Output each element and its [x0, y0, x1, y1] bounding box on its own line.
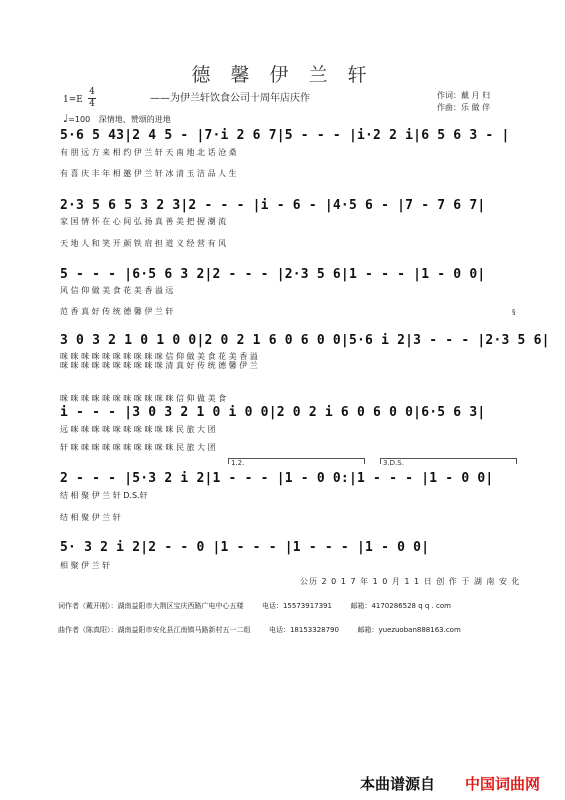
lyric-row-6-verse-1: 结 相 聚 伊 兰 轩 D.S.轩	[60, 491, 148, 500]
lyric-row-3-verse-1: 风 信 仰 做 美 食 花 美 香 溢 远	[60, 286, 174, 295]
notation-row-7: 5· 3 2 i 2|2 - - 0 |1 - - - |1 - - - |1 - 0 0|	[60, 540, 430, 555]
lyricist-contact	[58, 601, 451, 611]
contact-address: 湖南益阳市大荆区宝庆西路广电中心五楼	[117, 602, 244, 610]
lyric-row-6-verse-2: 结 相 聚 伊 兰 轩	[60, 513, 121, 522]
contact-address: 湖南益阳市安化县江南镇马路新村五一二组	[117, 626, 251, 634]
notation-row-3: 5 - - - |6·5 6 3 2|2 - - - |2·3 5 6|1 - - - |1 - 0 0|	[60, 267, 486, 282]
source-site-logo[interactable]: 中国词曲网	[465, 775, 541, 793]
contact-mail: 4170286528 q q . com	[371, 602, 451, 610]
lyric-row-4-verse-2: 咪 咪 咪 咪 咪 咪 咪 咪 咪 咪 清 真 好 传 统 德 馨 伊 兰	[60, 361, 258, 370]
contact-phone: 15573917391	[282, 602, 332, 610]
source-label: 本曲谱源自	[360, 775, 436, 793]
notation-row-2: 2·3 5 6 5 3 2 3|2 - - - |i - 6 - |4·5 6 - |7 - 7 6 7|	[60, 198, 486, 213]
composer-contact	[58, 625, 461, 635]
lyric-row-2-verse-1: 家 国 情 怀 在 心 间 弘 扬 真 善 美 把 握 潮 流	[60, 217, 227, 226]
contact-mail-label: 邮箱：	[350, 602, 372, 610]
contact-role: 词作者（戴开刚）：	[58, 602, 118, 610]
lyric-row-5-verse-1: 远 咪 咪 咪 咪 咪 咪 咪 咪 咪 咪 民 旅 大 团	[60, 425, 216, 434]
tempo-expression: 深情地、赞颂的进地	[98, 115, 171, 124]
key-signature: 1=E	[63, 95, 83, 105]
quarter-note-icon: ♩	[63, 112, 69, 125]
tempo-value: =100	[68, 115, 91, 124]
meter-bottom: 4	[89, 99, 95, 109]
tempo-marking	[63, 112, 171, 125]
time-signature	[88, 88, 96, 109]
contact-phone-label: 电话：	[261, 602, 283, 610]
song-title: 德 馨 伊 兰 轩	[191, 64, 374, 86]
notation-row-4: 3 0 3 2 1 0 1 0 0|2 0 2 1 6 0 6 0 0|5·6 i 2|3 - - - |2·3 5 6|	[60, 333, 550, 348]
meter-top: 4	[89, 87, 95, 97]
composer-credit: 作曲：乐 做 伴	[437, 103, 491, 112]
lyric-row-4-verse-1: 咪 咪 咪 咪 咪 咪 咪 咪 咪 咪 信 仰 做 美 食 花 美 香 溢	[60, 352, 258, 361]
notation-row-5: i - - - |3 0 3 2 1 0 i 0 0|2 0 2 i 6 0 6 0 0|6·5 6 3|	[60, 405, 486, 420]
segno-mark: §	[512, 308, 516, 316]
lyric-row-5-verse-0: 咪 咪 咪 咪 咪 咪 咪 咪 咪 咪 咪 信 仰 做 美 食	[60, 394, 227, 403]
contact-role: 曲作者（陈真阳）：	[58, 626, 118, 634]
lyric-row-1-verse-1: 有 朋 远 方 来 相 约 伊 兰 轩 天 南 地 北 话 沧 桑	[60, 148, 237, 157]
notation-row-6: 2 - - - |5·3 2 i 2|1 - - - |1 - 0 0:|1 - - - |1 - 0 0|	[60, 471, 494, 486]
contact-mail: yuezuoban888163.com	[378, 626, 461, 634]
lyric-row-3-verse-2: 范 香 真 好 传 统 德 馨 伊 兰 轩	[60, 307, 174, 316]
notation-row-1: 5·6 5 43|2 4 5 - |7·i 2 6 7|5 - - - |i·2 2 i|6 5 6 3 - |	[60, 128, 510, 143]
composition-date: 公历 2 0 1 7 年 1 0 月 1 1 日 创 作 于 湖 南 安 化	[300, 577, 521, 586]
lyric-row-5-verse-2: 轩 咪 咪 咪 咪 咪 咪 咪 咪 咪 咪 民 旅 大 团	[60, 443, 216, 452]
lyric-row-1-verse-2: 有 喜 庆 丰 年 相 邀 伊 兰 轩 冰 清 玉 洁 品 人 生	[60, 169, 237, 178]
contact-phone-label: 电话：	[268, 626, 290, 634]
contact-phone: 18153328790	[289, 626, 339, 634]
volta-bracket-1	[228, 458, 365, 464]
volta-label-1: 1.2.	[231, 459, 245, 467]
volta-label-2: 3.D.S.	[383, 459, 404, 467]
song-subtitle: ——为伊兰轩饮食公司十周年店庆作	[150, 93, 310, 104]
lyric-row-2-verse-2: 天 地 人 和 笑 开 颜 铁 肩 担 道 义 经 营 有 风	[60, 239, 227, 248]
lyric-row-7-verse-1: 相 聚 伊 兰 轩	[60, 561, 111, 570]
lyricist-credit: 作词：戴 月 归	[437, 91, 491, 100]
contact-mail-label: 邮箱：	[357, 626, 379, 634]
